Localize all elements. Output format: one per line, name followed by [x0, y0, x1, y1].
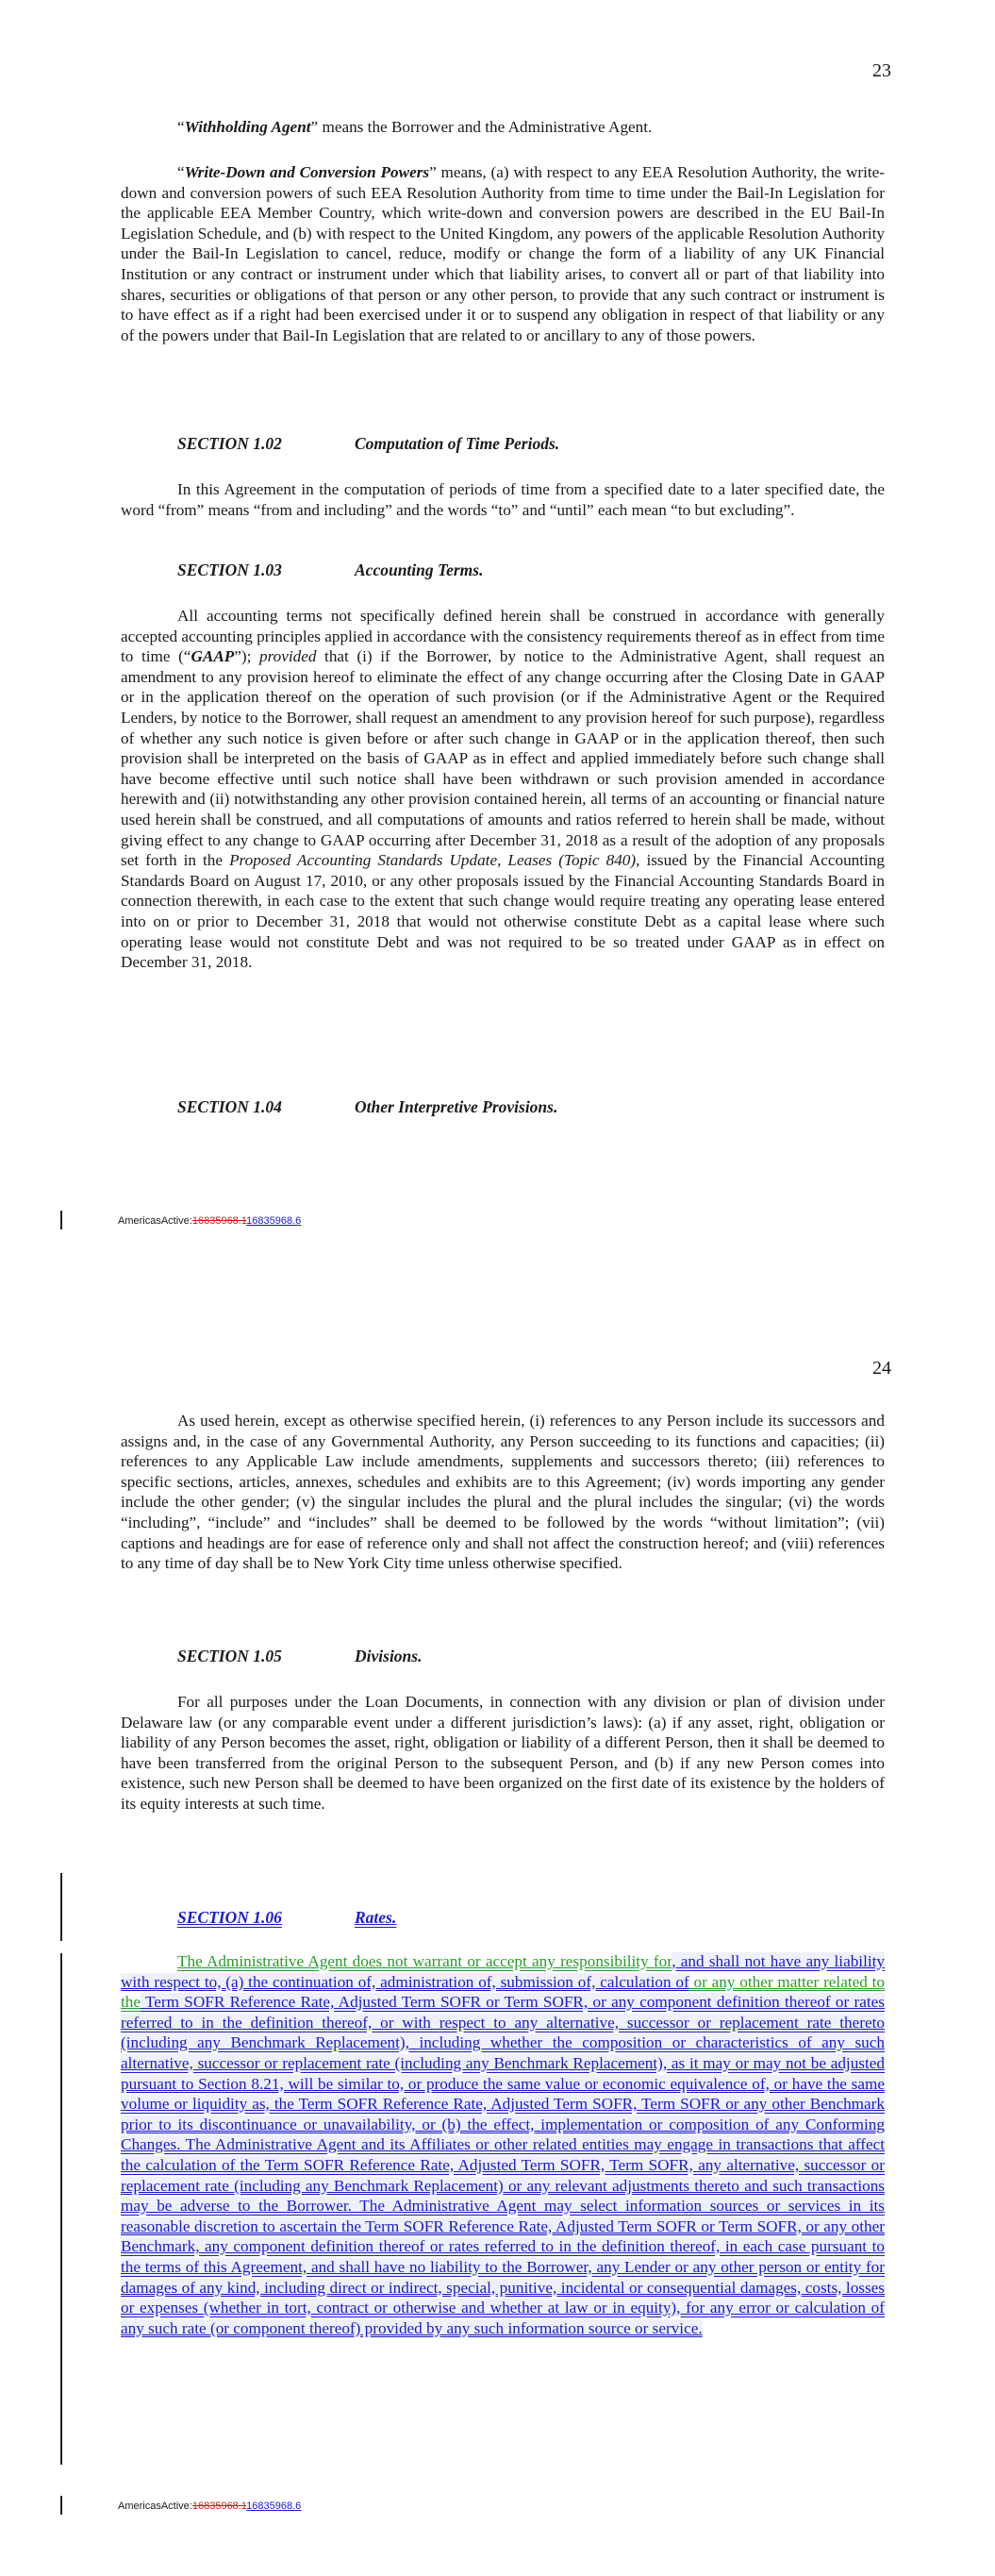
section-1-06-body: [121, 1951, 885, 2338]
section-1-03-body: All accounting terms not specifically defined herein shall be construed in accordance with generally accepted accounting principles applied in accordance with the consistency requirements thereof as in effect from time to time (“GAAP”); provided that (i) if the Borrower, by notice to the Administrative Agent, shall request an amendment to any provision hereof to eliminate the effect of any change occurring after the Closing Date in GAAP or in the application thereof on the operation of such provision (or if the Administrative Agent or the Required Lenders, by notice to the Borrower, shall request an amendment to any provision hereof for such purpose), regardless of whether any such notice is given before or after such change in GAAP or in the application thereof, then such provision shall be interpreted on the basis of GAAP as in effect and applied immediately before such change shall have become effective until such notice shall have been withdrawn or such provision amended in accordance herewith and (ii) notwithstanding any other provision contained herein, all terms of an accounting or financial nature used herein shall be construed, and all computations of amounts and ratios referred to herein shall be made, without giving effect to any change to GAAP occurring after December 31, 2018 as a result of the adoption of any proposals set forth in the Proposed Accounting Standards Update, Leases (Topic 840), issued by the Financial Accounting Standards Board on August 17, 2010, or any other proposals issued by the Financial Accounting Standards Board in connection therewith, in each case to the extent that such change would require treating any operating lease entered into on or prior to December 31, 2018 that would not otherwise constitute Debt as a capital lease where such operating lease would not constitute Debt and was not required to be so treated under GAAP as in effect on December 31, 2018.: [121, 607, 885, 972]
defined-term: Withholding Agent: [184, 118, 311, 136]
inserted-text: , and shall not have any liability with respect to, (a) the continuation of, administration of, submission of, calculation of: [121, 1952, 885, 1991]
inserted-text: Term SOFR Reference Rate, Adjusted Term SOFR or Term SOFR, or any component definition thereof or rates referred to in the definition thereof, or with respect to any alternative, successor or replacement rate thereto (including any Benchmark Replacement), including whether the composition or characteristics of any such alternative, successor or replacement rate (including any Benchmark Replacement), as it may or may not be adjusted pursuant to Section 8.21, will be similar to, or produce the same value or economic equivalence of, or have the same volume or liquidity as, the Term SOFR Reference Rate, Adjusted Term SOFR, Term SOFR or any other Benchmark prior to its discontinuance or unavailability, or (b) the effect, implementation or composition of any Conforming Changes. The Administrative Agent and its Affiliates or other related entities may engage in transactions that affect the calculation of the Term SOFR Reference Rate, Adjusted Term SOFR, Term SOFR, any alternative, successor or replacement rate (including any Benchmark Replacement) or any relevant adjustments thereto and such transactions may be adverse to the Borrower. The Administrative Agent may select information sources or services in its reasonable discretion to ascertain the Term SOFR Reference Rate, Adjusted Term SOFR or Term SOFR, or any other Benchmark, any component definition thereof or rates referred to in the definition thereof, in each case pursuant to the terms of this Agreement, and shall have no liability to the Borrower, any Lender or any other person or entity for damages of any kind, including direct or indirect, special, punitive, incidental or consequential damages, costs, losses or expenses (whether in tort, contract or otherwise and whether at law or in equity), for any error or calculation of any such rate (or component thereof) provided by any such information source or service.: [121, 1993, 885, 2337]
change-bar: [60, 2496, 62, 2515]
change-bar: [60, 1873, 62, 1941]
defined-term: Write-Down and Conversion Powers: [184, 163, 430, 181]
moved-text: or any other matter related to the: [121, 1972, 885, 2012]
change-bar: [60, 1211, 62, 1229]
document-footer: AmericasActive:16835968.116835968.6: [118, 1215, 302, 1227]
section-heading-1-04: SECTION 1.04 Other Interpretive Provisions.: [177, 1097, 558, 1116]
inserted-doc-id: 16835968.6: [246, 2501, 302, 2512]
page-number: 23: [872, 60, 891, 81]
deleted-doc-id: 16835968.1: [191, 1215, 247, 1227]
page-24: [0, 1297, 995, 2576]
definition-withholding-agent: “Withholding Agent” means the Borrower and the Administrative Agent.: [177, 118, 653, 136]
section-heading-1-06: SECTION 1.06 Rates.: [177, 1908, 397, 1927]
deleted-doc-id: 16835968.1: [191, 2501, 247, 2512]
section-heading-1-02: SECTION 1.02 Computation of Time Periods.: [177, 434, 560, 453]
moved-text: The Administrative Agent does not warrant or accept any responsibility for: [177, 1952, 672, 1970]
inserted-doc-id: 16835968.6: [246, 1215, 302, 1227]
section-heading-1-05: SECTION 1.05 Divisions.: [177, 1647, 423, 1665]
interpretive-provisions-body: As used herein, except as otherwise specified herein, (i) references to any Person include its successors and assigns and, in the case of any Governmental Authority, any Person succeeding to its functions and capacities; (ii) references to any Applicable Law include amendments, supplements and successors thereto; (iii) references to specific sections, articles, annexes, schedules and exhibits are to this Agreement; (iv) words importing any gender include the other gender; (v) the singular includes the plural and the plural includes the singular; (vi) the words “including”, “include” and “includes” shall be deemed to be followed by the words “without limitation”; (vii) captions and headings are for ease of reference only and shall not affect the construction hereof; and (viii) references to any time of day shall be to New York City time unless otherwise specified.: [121, 1412, 885, 1573]
section-1-05-body: For all purposes under the Loan Documents, in connection with any division or plan of division under Delaware law (or any comparable event under a different jurisdiction’s laws): (a) if any asset, right, obligation or liability of any Person becomes the asset, right, obligation or liability of a different Person, then it shall be deemed to have been transferred from the original Person to the subsequent Person, and (b) if any new Person comes into existence, such new Person shall be deemed to have been organized on the first date of its existence by the holders of its equity interests at such time.: [121, 1693, 885, 1813]
page-number: 24: [872, 1358, 891, 1379]
definition-write-down: “Write-Down and Conversion Powers” means, (a) with respect to any EEA Resolution Authority, the write-down and conversion powers of such EEA Resolution Authority from time to time under the Bail-In Legislation for the applicable EEA Member Country, which write-down and conversion powers are described in the EU Bail-In Legislation Schedule, and (b) with respect to the United Kingdom, any powers of the applicable Resolution Authority under the Bail-In Legislation to cancel, reduce, modify or change the form of a liability of any UK Financial Institution or any contract or instrument under which that liability arises, to convert all or part of that liability into shares, securities or obligations of that person or any other person, to provide that any such contract or instrument is to have effect as if a right had been exercised under it or to suspend any obligation in respect of that liability or any of the powers under that Bail-In Legislation that are related to or ancillary to any of those powers.: [121, 163, 885, 344]
document-footer: AmericasActive:16835968.116835968.6: [118, 2501, 302, 2512]
section-heading-1-03: SECTION 1.03 Accounting Terms.: [177, 560, 484, 579]
section-1-02-body: In this Agreement in the computation of periods of time from a specified date to a later specified date, the word “from” means “from and including” and the words “to” and “until” each mean “to but excluding”.: [121, 480, 885, 519]
change-bar: [60, 1953, 62, 2465]
